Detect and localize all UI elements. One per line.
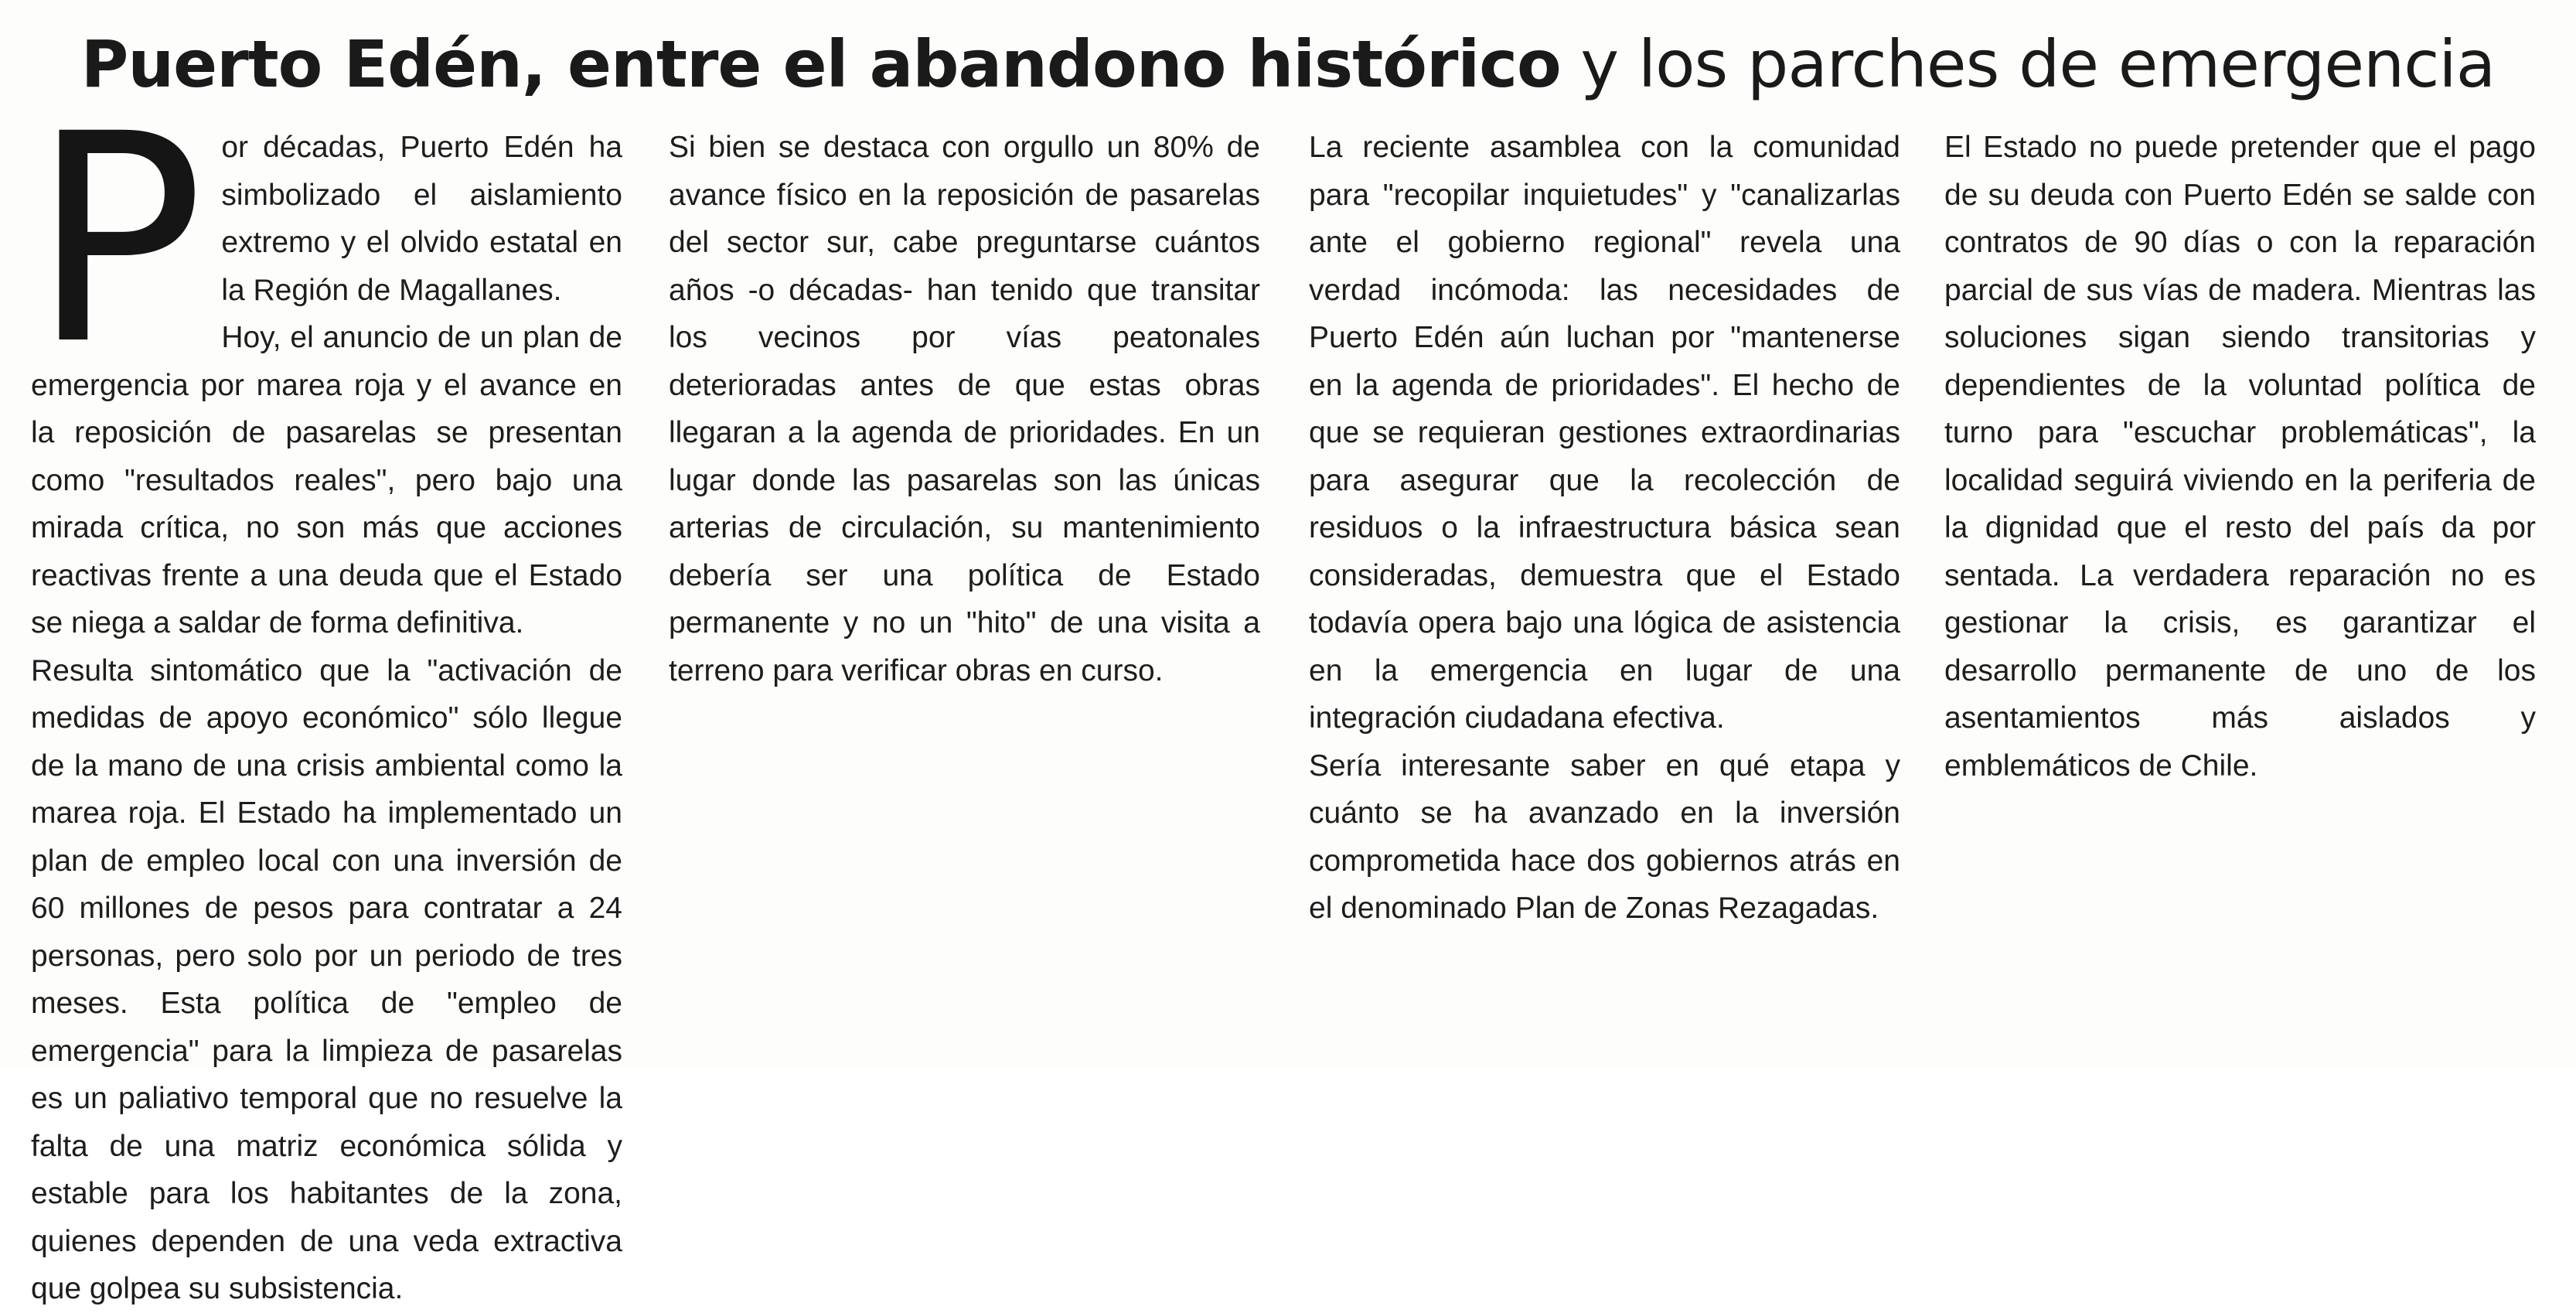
paragraph-4: Si bien se destaca con orgullo un 80% de avance físico en la reposición de pasarelas del sector sur, cabe preguntarse cuántos años -o décadas- han tenido que transitar los vecinos por vías peatonales deterioradas antes de que estas obras llegaran a la agenda de prioridades. En un lugar donde las pasarelas son las únicas arterias de circulación, su mantenimiento debería ser una política de Estado permanente y no un "hito" de una visita a terreno para verificar obras en curso. — [669, 131, 1260, 687]
article-columns — [31, 73, 2544, 1305]
headline — [0, 22, 2576, 107]
headline-bold: Puerto Edén, entre el abandono histórico — [80, 26, 1561, 102]
column-2 — [669, 124, 1260, 1052]
column-1 — [31, 73, 622, 1305]
drop-cap: P — [31, 73, 205, 408]
paragraph-5: La reciente asamblea con la comunidad para "recopilar inquietudes" y "canalizarlas ante el gobierno regional" revela una verdad incómoda: las necesidades de Puerto Edén aún luchan por "mantenerse en la agenda de prioridades". El hecho de que se requieran gestiones extraordinarias para asegurar que la recolección de residuos o la infraestructura básica sean consideradas, demuestra que el Estado todavía opera bajo una lógica de asistencia en la emergencia en lugar de una integración ciudadana efectiva. — [1309, 131, 1900, 735]
paragraph-7: El Estado no puede pretender que el pago de su deuda con Puerto Edén se salde con contratos de 90 días o con la reparación parcial de sus vías de madera. Mientras las soluciones sigan siendo transitorias y dependientes de la voluntad política de turno para "escuchar problemáticas", la localidad seguirá viviendo en la periferia de la dignidad que el resto del país da por sentada. La verdadera reparación no es gestionar la crisis, es garantizar el desarrollo permanente de uno de los asentamientos más aislados y emblemáticos de Chile. — [1944, 131, 2536, 783]
column-3 — [1309, 124, 1900, 1052]
paragraph-6: Sería interesante saber en qué etapa y cuánto se ha avanzado en la inversión comprometida hace dos gobiernos atrás en el denominado Plan de Zonas Rezagadas. — [1309, 749, 1900, 925]
paragraph-2: Hoy, el anuncio de un plan de emergencia por marea roja y el avance en la reposición de pasarelas se presentan como "resultados reales", pero bajo una mirada crítica, no son más que acciones reactivas frente a una deuda que el Estado se niega a saldar de forma definitiva. — [31, 321, 622, 639]
paragraph-1: or décadas, Puerto Edén ha simbolizado el aislamiento extremo y el olvido estatal en la Región de Magallanes. — [221, 131, 622, 307]
column-4 — [1944, 124, 2536, 1052]
paragraph-3: Resulta sintomático que la "activación de medidas de apoyo económico" sólo llegue de la mano de una crisis ambiental como la marea roja. El Estado ha implementado un plan de empleo local con una inversión de 60 millones de pesos para contratar a 24 personas, pero solo por un periodo de tres meses. Esta política de "empleo de emergencia" para la limpieza de pasarelas es un paliativo temporal que no resuelve la falta de una matriz económica sólida y estable para los habitantes de la zona, quienes dependen de una veda extractiva que golpea su subsistencia. — [31, 653, 622, 1305]
headline-light: y los parches de emergencia — [1580, 26, 2496, 102]
